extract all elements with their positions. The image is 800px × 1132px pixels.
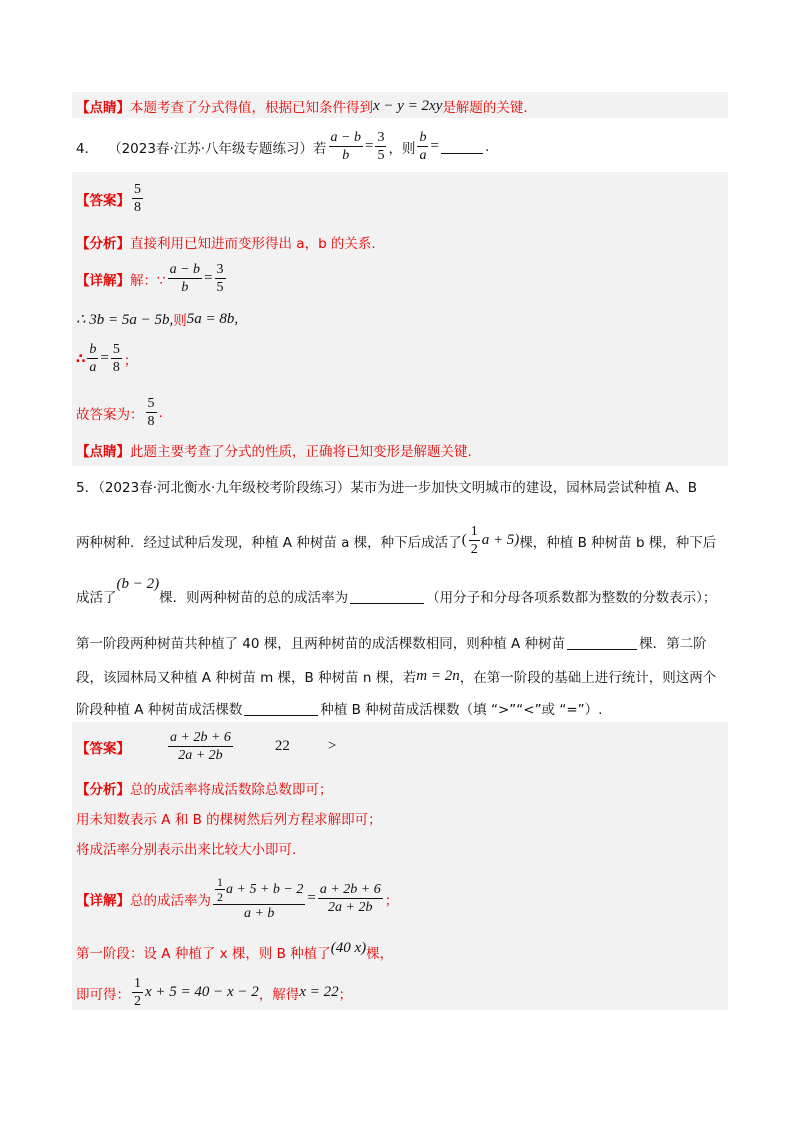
q4-final: 故答案为： $\frac{5}{8}$ . xyxy=(76,396,163,429)
q5-equation-half: $\frac{1}{2}$ xyxy=(134,976,141,1009)
question-5-line-4: 第一阶段两种树苗共种植了 40 棵，且两种树苗的成活棵数相同，则种植 A 种树苗 棵．第二阶 xyxy=(76,636,707,652)
question-5-line-2: 两种树种．经过试种后发现，种植 A 种树苗 a 棵，种下后成活了 ( $\frac{1}{2}$ a + 5) 棵，种植 B 种树苗 b 棵，种下后 xyxy=(76,524,717,557)
question-4: 4． （2023春·江苏·八年级专题练习）若 $\frac{a - b}{b}$ = $\frac{3}{5}$ ，则 $\frac{b}{a}$ = . xyxy=(76,130,490,163)
q5-half-fraction: $\frac{1}{2}$ xyxy=(470,524,478,557)
answer-block-5 xyxy=(72,722,728,1010)
tip-text-end: 是解题的关键. xyxy=(442,100,528,116)
q5-detail-inner-half: $\frac{1}{2}$ xyxy=(217,875,223,904)
q5-detail: 【详解】 总的成活率为 $\frac{1}{2}$ a + 5 + b − 2 a + b = $\frac{a + 2b + 6}{2a + 2b}$ ； xyxy=(76,875,399,921)
q5-analysis-1: 【分析】 总的成活率将成活数除总数即可； xyxy=(76,782,333,798)
q5-analysis-3: 将成活率分别表示出来比较大小即可. xyxy=(76,842,297,858)
question-5-line-6: 阶段种植 A 种树苗成活棵数 种植 B 种树苗成活棵数（填 “>”“<”或 “=”）. xyxy=(76,702,603,718)
question-5-line-3: 成活了 (b − 2) 棵．则两种树苗的总的成活率为 （用分子和分母各项系数都为整数的分数表示）； xyxy=(76,575,717,606)
q4-detail: 【详解】 解：∵ $\frac{a - b}{b}$ = $\frac{3}{5}$ xyxy=(76,262,224,295)
q4-fraction-ask: $\frac{b}{a}$ xyxy=(419,130,427,163)
q5-stage-1: 第一阶段：设 A 种植了 x 棵，则 B 种植了 (40 x) 棵， xyxy=(76,939,394,962)
q4-step-fraction-2: $\frac{5}{8}$ xyxy=(112,342,120,375)
q5-answer: 【答案】 $\frac{a + 2b + 6}{2a + 2b}$ 22 > xyxy=(76,730,337,763)
tip-tag: 【点睛】 xyxy=(76,100,130,116)
q4-source: （2023春·江苏·八年级专题练习）若 xyxy=(108,140,327,157)
q5-detail-result-fraction: $\frac{a + 2b + 6}{2a + 2b}$ xyxy=(319,882,381,915)
q5-analysis-2: 用未知数表示 A 和 B 的棵树然后列方程求解即可； xyxy=(76,812,382,828)
q4-step-2: ∴ $\frac{b}{a}$ = $\frac{5}{8}$ ； xyxy=(76,342,138,375)
q4-answer-blank[interactable] xyxy=(441,139,483,154)
q5-answer-fraction: $\frac{a + 2b + 6}{2a + 2b}$ xyxy=(170,730,231,763)
q5-detail-big-fraction: $\frac{1}{2}$ a + 5 + b − 2 a + b xyxy=(213,876,305,921)
q5-answer-2: 22 xyxy=(274,738,290,754)
tip-text: 本题考查了分式得值，根据已知条件得到 xyxy=(130,100,373,116)
q4-fraction-given: $\frac{a - b}{b}$ xyxy=(330,130,361,163)
q4-detail-fraction-2: $\frac{3}{5}$ xyxy=(216,262,224,295)
q4-answer: 【答案】 $\frac{5}{8}$ xyxy=(76,182,141,215)
tip-math: x − y = 2xy xyxy=(373,97,443,114)
q4-step-fraction-1: $\frac{b}{a}$ xyxy=(89,342,97,375)
q5-blank-count[interactable] xyxy=(567,635,637,650)
q4-step-1: ∴ 3b = 5a − 5b, 则 5a = 8b, xyxy=(76,310,239,329)
q5-answer-3: > xyxy=(327,738,337,754)
q4-number: 4． xyxy=(76,140,99,157)
tip-line-top xyxy=(76,96,724,116)
question-5-line-1: 5．（2023春·河北衡水·九年级校考阶段练习）某市为进一步加快文明城市的建设，园林局尝试种植 A、B xyxy=(76,480,698,496)
q4-detail-fraction-1: $\frac{a - b}{b}$ xyxy=(169,262,201,295)
q5-blank-rate[interactable] xyxy=(350,589,424,604)
q5-equation: 即可得： $\frac{1}{2}$ x + 5 = 40 − x − 2 ，解得 x = 22 ； xyxy=(76,976,353,1009)
q4-answer-fraction: $\frac{5}{8}$ xyxy=(134,182,141,215)
q4-final-fraction: $\frac{5}{8}$ xyxy=(147,396,155,429)
question-5-line-5: 段，该园林局又种植 A 种树苗 m 棵，B 种树苗 n 棵，若 m = 2n ，在第一阶段的基础上进行统计，则这两个 xyxy=(76,667,717,686)
q4-fraction-value: $\frac{3}{5}$ xyxy=(377,130,385,163)
q5-blank-compare[interactable] xyxy=(244,701,318,716)
q4-analysis: 【分析】 直接利用已知进而变形得出 a，b 的关系. xyxy=(76,236,376,252)
q4-tip: 【点睛】 此题主要考查了分式的性质，正确将已知变形是解题关键. xyxy=(76,444,472,460)
